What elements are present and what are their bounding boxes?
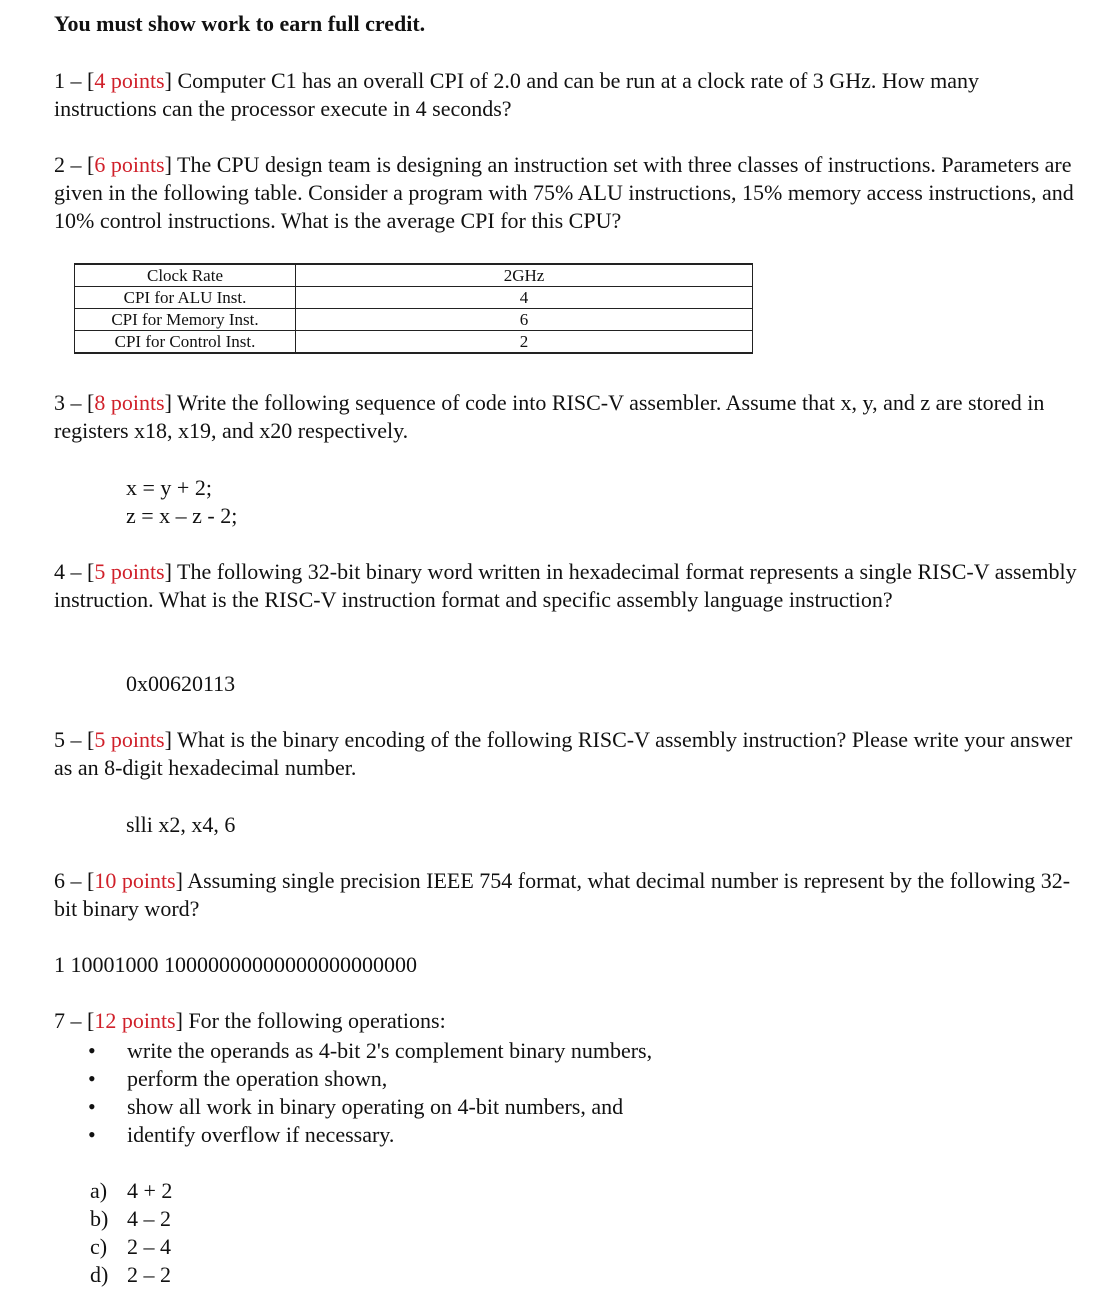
table-row bbox=[75, 264, 753, 287]
table-cell-value: 2 bbox=[296, 331, 753, 354]
list-item bbox=[90, 1233, 172, 1261]
table-cell-value: 6 bbox=[296, 309, 753, 331]
question-text: ] What is the binary encoding of the following RISC-V assembly instruction? Please write your answer as an 8-digit hexadecimal number. bbox=[54, 727, 1073, 780]
question-text: ] Computer C1 has an overall CPI of 2.0 and can be run at a clock rate of 3 GHz. How many instructions can the processor execute in 4 seconds? bbox=[54, 68, 980, 121]
table-row bbox=[75, 331, 753, 354]
question-3 bbox=[54, 389, 1079, 445]
table-row bbox=[75, 309, 753, 331]
question-number: 3 – [ bbox=[54, 390, 95, 415]
question-2 bbox=[54, 151, 1079, 235]
table-row bbox=[75, 287, 753, 309]
bullet-icon: • bbox=[88, 1122, 96, 1147]
points-label: 5 points bbox=[94, 559, 165, 584]
table-cell-value: 4 bbox=[296, 287, 753, 309]
list-item bbox=[54, 1037, 652, 1065]
assembly-instruction: slli x2, x4, 6 bbox=[126, 812, 236, 837]
question-text: ] Write the following sequence of code into RISC-V assembler. Assume that x, y, and z are stored in registers x18, x19, and x20 respectively. bbox=[54, 390, 1045, 443]
table-cell-label: CPI for Memory Inst. bbox=[75, 309, 296, 331]
operation-expression: 2 – 4 bbox=[127, 1234, 171, 1259]
question-text: ] The following 32-bit binary word written in hexadecimal format represents a single RISC-V assembly instruction. What is the RISC-V instruction format and specific assembly language instruction? bbox=[54, 559, 1077, 612]
points-label: 4 points bbox=[94, 68, 165, 93]
list-item bbox=[90, 1205, 172, 1233]
points-label: 5 points bbox=[94, 727, 165, 752]
points-label: 12 points bbox=[94, 1008, 176, 1033]
list-item bbox=[54, 1065, 652, 1093]
list-item bbox=[54, 1121, 652, 1149]
list-item-text: perform the operation shown, bbox=[127, 1066, 388, 1091]
question-number: 1 – [ bbox=[54, 68, 95, 93]
question-text: ] Assuming single precision IEEE 754 format, what decimal number is represent by the following 32-bit binary word? bbox=[54, 868, 1071, 921]
question-5 bbox=[54, 726, 1079, 782]
list-item-text: show all work in binary operating on 4-bit numbers, and bbox=[127, 1094, 624, 1119]
item-letter: b) bbox=[90, 1206, 109, 1231]
operations-list bbox=[90, 1177, 172, 1289]
points-label: 6 points bbox=[94, 152, 165, 177]
question-number: 2 – [ bbox=[54, 152, 95, 177]
bullet-icon: • bbox=[88, 1094, 96, 1119]
item-letter: a) bbox=[90, 1178, 108, 1203]
question-number: 7 – [ bbox=[54, 1008, 95, 1033]
question-6 bbox=[54, 867, 1079, 923]
question-7 bbox=[54, 1007, 1079, 1035]
question-text: ] The CPU design team is designing an instruction set with three classes of instructions. Parameters are given in the following table. Consider a program with 75% ALU instructions, 15% memory access instructions, and 10% control instructions. What is the average CPI for this CPU? bbox=[54, 152, 1074, 233]
code-line-1: x = y + 2; bbox=[126, 475, 212, 500]
question-number: 5 – [ bbox=[54, 727, 95, 752]
list-item bbox=[54, 1093, 652, 1121]
table-cell-value: 2GHz bbox=[296, 264, 753, 287]
question-1 bbox=[54, 67, 1079, 123]
instruction-list bbox=[54, 1037, 652, 1149]
binary-word: 1 10001000 10000000000000000000000 bbox=[54, 952, 417, 977]
item-letter: c) bbox=[90, 1234, 108, 1259]
points-label: 8 points bbox=[94, 390, 165, 415]
question-4 bbox=[54, 558, 1079, 614]
question-text: ] For the following operations: bbox=[175, 1008, 446, 1033]
item-letter: d) bbox=[90, 1262, 109, 1287]
list-item-text: write the operands as 4-bit 2's complement binary numbers, bbox=[127, 1038, 653, 1063]
parameter-table bbox=[74, 263, 753, 354]
operation-expression: 4 – 2 bbox=[127, 1206, 171, 1231]
list-item-text: identify overflow if necessary. bbox=[127, 1122, 395, 1147]
code-line-2: z = x – z - 2; bbox=[126, 503, 238, 528]
operation-expression: 4 + 2 bbox=[127, 1178, 173, 1203]
table-cell-label: Clock Rate bbox=[75, 264, 296, 287]
bullet-icon: • bbox=[88, 1038, 96, 1063]
bullet-icon: • bbox=[88, 1066, 96, 1091]
question-number: 6 – [ bbox=[54, 868, 95, 893]
table-cell-label: CPI for Control Inst. bbox=[75, 331, 296, 354]
table-cell-label: CPI for ALU Inst. bbox=[75, 287, 296, 309]
points-label: 10 points bbox=[94, 868, 176, 893]
question-number: 4 – [ bbox=[54, 559, 95, 584]
hex-word: 0x00620113 bbox=[126, 671, 236, 696]
list-item bbox=[90, 1177, 172, 1205]
page-title: You must show work to earn full credit. bbox=[54, 11, 426, 36]
operation-expression: 2 – 2 bbox=[127, 1262, 171, 1287]
list-item bbox=[90, 1261, 172, 1289]
